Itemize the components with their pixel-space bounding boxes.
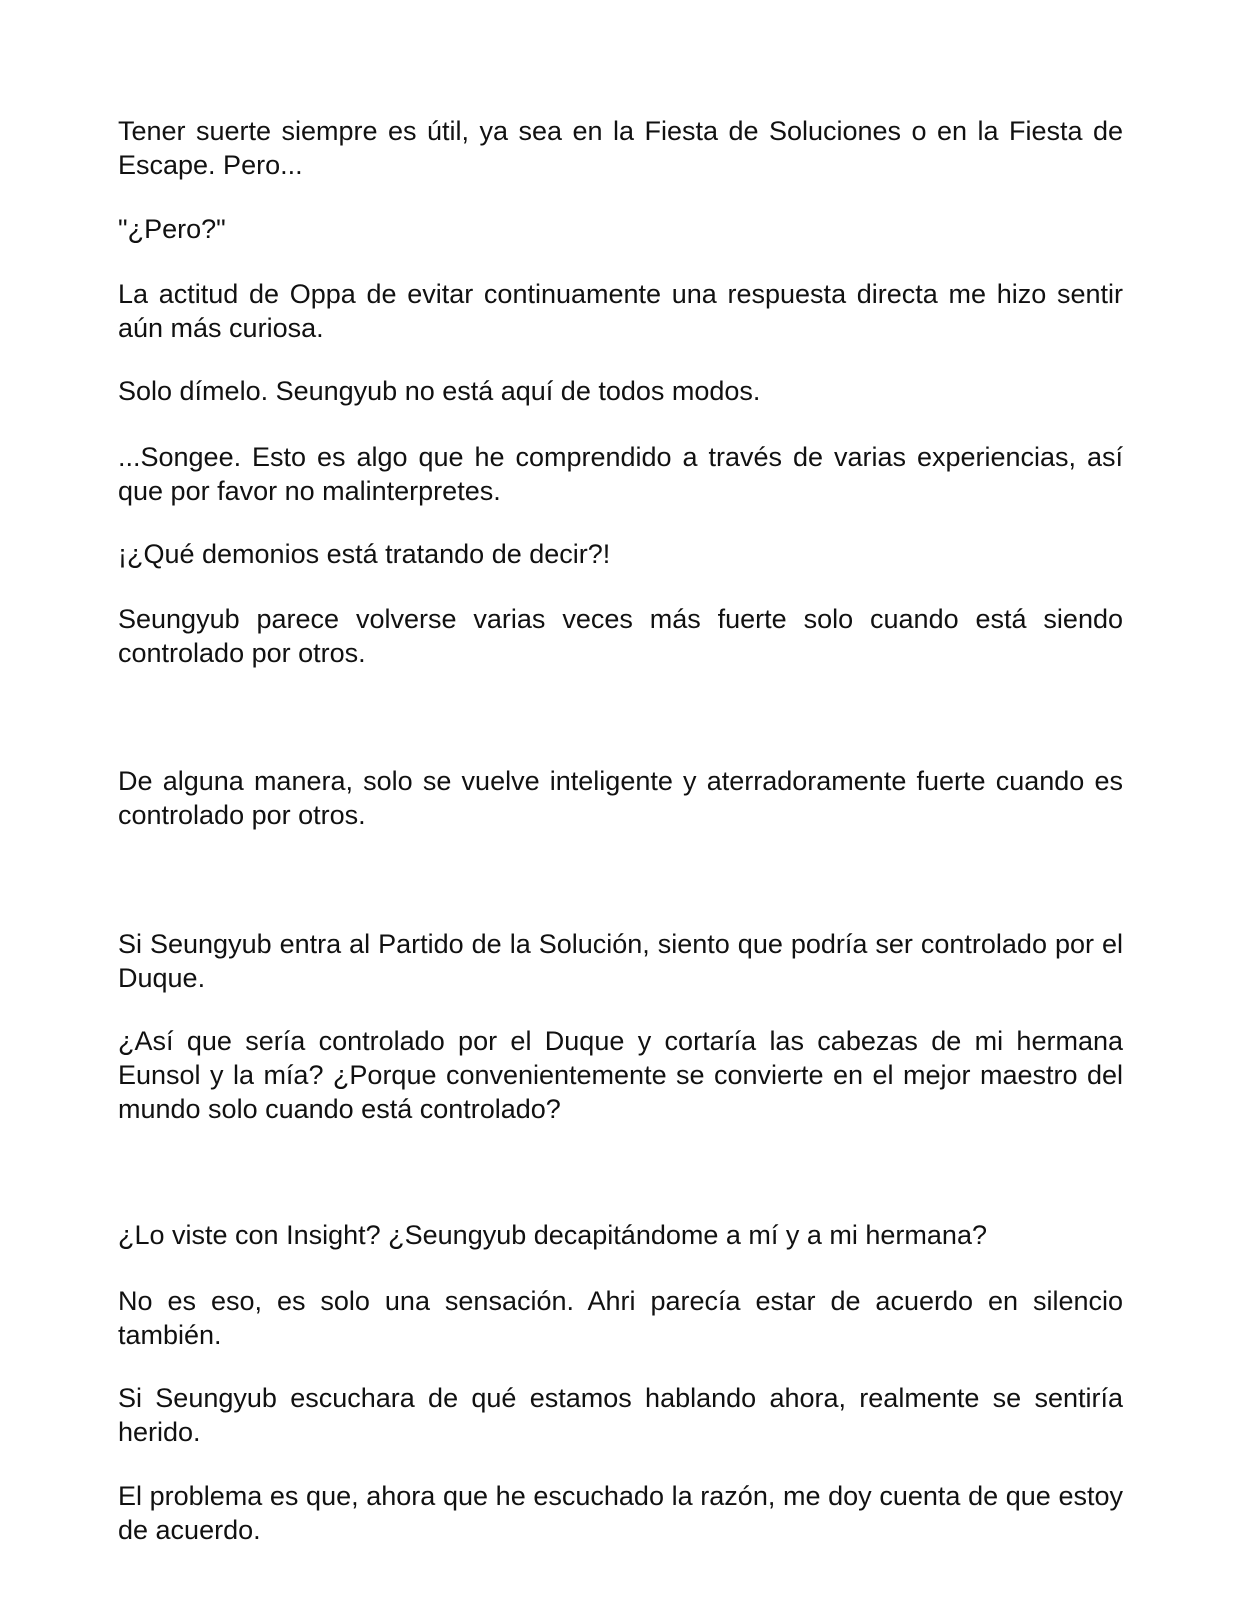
paragraph-7: Seungyub parece volverse varias veces más fuerte solo cuando está siendo controlado por otros. [118, 604, 1123, 668]
paragraph-2: "¿Pero?" [118, 214, 226, 244]
paragraph-8: De alguna manera, solo se vuelve inteligente y aterradoramente fuerte cuando es controlado por otros. [118, 766, 1123, 830]
paragraph-3: La actitud de Oppa de evitar continuamente una respuesta directa me hizo sentir aún más curiosa. [118, 279, 1123, 343]
paragraph-12: No es eso, es solo una sensación. Ahri parecía estar de acuerdo en silencio también. [118, 1286, 1123, 1350]
paragraph-9: Si Seungyub entra al Partido de la Solución, siento que podría ser controlado por el Duque. [118, 929, 1123, 993]
paragraph-1: Tener suerte siempre es útil, ya sea en la Fiesta de Soluciones o en la Fiesta de Escape. Pero... [118, 116, 1123, 180]
paragraph-5: ...Songee. Esto es algo que he comprendido a través de varias experiencias, así que por favor no malinterpretes. [118, 442, 1123, 506]
paragraph-11: ¿Lo viste con Insight? ¿Seungyub decapitándome a mí y a mi hermana? [118, 1220, 987, 1250]
paragraph-13: Si Seungyub escuchara de qué estamos hablando ahora, realmente se sentiría herido. [118, 1383, 1123, 1447]
paragraph-6: ¡¿Qué demonios está tratando de decir?! [118, 539, 611, 569]
paragraph-14: El problema es que, ahora que he escuchado la razón, me doy cuenta de que estoy de acuerdo. [118, 1481, 1123, 1545]
paragraph-10: ¿Así que sería controlado por el Duque y cortaría las cabezas de mi hermana Eunsol y la mía? ¿Porque convenientemente se convierte en el mejor maestro del mundo solo cuando está controlado? [118, 1026, 1123, 1124]
paragraph-4: Solo dímelo. Seungyub no está aquí de todos modos. [118, 376, 761, 406]
